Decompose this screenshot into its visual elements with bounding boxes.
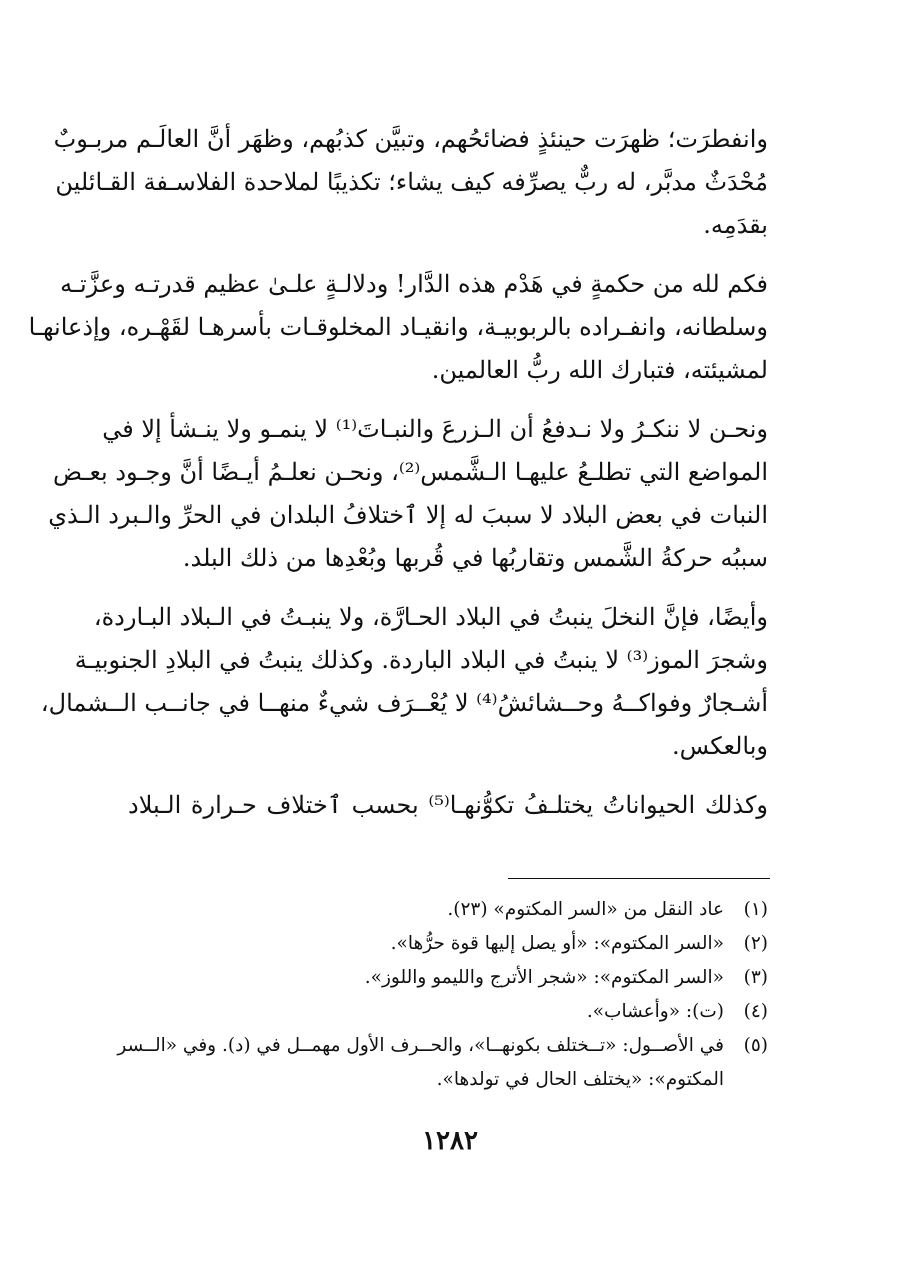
footnote-number: (٣) bbox=[743, 967, 768, 988]
text-line: لمشيئته، فتبارك الله ربُّ العالمين. bbox=[431, 356, 768, 384]
footnote-4 bbox=[128, 995, 768, 1029]
footnote-line: «السر المكتوم»: «أو يصل إليها قوة حرُّها». bbox=[390, 933, 724, 954]
main-text bbox=[28, 118, 768, 843]
text-line: ونحـن لا ننكـرُ ولا نـدفعُ أن الـزرعَ والنبـاتَ⁽¹⁾ لا ينمـو ولا ينـشأ إلا في bbox=[102, 415, 768, 443]
footnote-number: (٢) bbox=[743, 933, 768, 954]
text-line: فكم لله من حكمةٍ في هَدْم هذه الدَّار! ودلالـةٍ علـىٰ عظيم قدرتـه وعزَّتـه bbox=[60, 270, 768, 298]
footnote-number: (٥) bbox=[743, 1035, 768, 1056]
text-line: وكذلك الحيواناتُ يختلـفُ تكوُّنهـا⁽⁵⁾ بحسب ٱختلاف حـرارة الـبلاد bbox=[128, 791, 768, 819]
footnote-5 bbox=[117, 1029, 768, 1097]
footnotes bbox=[117, 893, 768, 1097]
text-line: سببُه حركةُ الشَّمس وتقاربُها في قُربها وبُعْدِها من ذلك البلد. bbox=[182, 544, 768, 572]
paragraph-3 bbox=[48, 408, 768, 580]
paragraph-1 bbox=[53, 118, 768, 247]
page-number: ١٢٨٢ bbox=[422, 1126, 478, 1156]
footnote-2 bbox=[128, 927, 768, 961]
text-line: مُحْدَثٌ مدبَّر، له ربٌّ يصرِّفه كيف يشاء؛ تكذيبًا لملاحدة الفلاسـفة القـائلين bbox=[55, 168, 768, 196]
text-line: أشـجارٌ وفواكــهُ وحــشائشُ⁽⁴⁾ لا يُعْــرَف شيءٌ منهــا في جانــب الــشمال، bbox=[40, 689, 768, 717]
paragraph-5 bbox=[128, 784, 768, 827]
footnote-line: عاد النقل من «السر المكتوم» (٢٣). bbox=[447, 899, 724, 920]
footnote-line: في الأصــول: «تــختلف بكونهــا»، والحــرف الأول مهمــل في (د). وفي «الــسر bbox=[117, 1035, 724, 1056]
text-line: المواضع التي تطلـعُ عليهـا الـشَّمس⁽²⁾، ونحـن نعلـمُ أيـضًا أنَّ وجـود بعـض bbox=[53, 458, 768, 486]
footnote-1 bbox=[128, 893, 768, 927]
footnote-text bbox=[128, 893, 724, 927]
footnote-text bbox=[117, 1029, 724, 1097]
text-line: النبات في بعض البلاد لا سببَ له إلا ٱختلافُ البلدان في الحرِّ والـبرد الـذي bbox=[48, 501, 768, 529]
footnote-text bbox=[128, 961, 724, 995]
paragraph-2 bbox=[28, 263, 768, 392]
text-line: بقدَمِه. bbox=[703, 211, 768, 239]
footnote-number: (٤) bbox=[743, 1001, 768, 1022]
text-line: وشجرَ الموز⁽³⁾ لا ينبتُ في البلاد الباردة. وكذلك ينبتُ في البلادِ الجنوبيـة bbox=[74, 646, 768, 674]
footnote-text bbox=[128, 927, 724, 961]
text-line: وبالعكس. bbox=[672, 732, 768, 760]
footnote-3 bbox=[128, 961, 768, 995]
footnote-line: المكتوم»: «يختلف الحال في تولدها». bbox=[436, 1069, 724, 1090]
paragraph-4 bbox=[40, 596, 768, 768]
footnote-number: (١) bbox=[743, 899, 768, 920]
text-line: وانفطرَت؛ ظهرَت حينئذٍ فضائحُهم، وتبيَّن كذبُهم، وظهَر أنَّ العالَـم مربـوبٌ bbox=[53, 125, 768, 153]
text-line: وأيضًا، فإنَّ النخلَ ينبتُ في البلاد الحـارَّة، ولا ينبـتُ في الـبلاد البـاردة، bbox=[93, 603, 768, 631]
footnote-line: «السر المكتوم»: «شجر الأترج والليمو واللوز». bbox=[364, 967, 724, 988]
footnote-text bbox=[128, 995, 724, 1029]
footnote-divider bbox=[508, 878, 770, 879]
footnote-line: (ت): «وأعشاب». bbox=[586, 1001, 724, 1022]
text-line: وسلطانه، وانفـراده بالربوبيـة، وانقيـاد المخلوقـات بأسرهـا لقَهْـره، وإذعانهـا bbox=[28, 313, 768, 341]
